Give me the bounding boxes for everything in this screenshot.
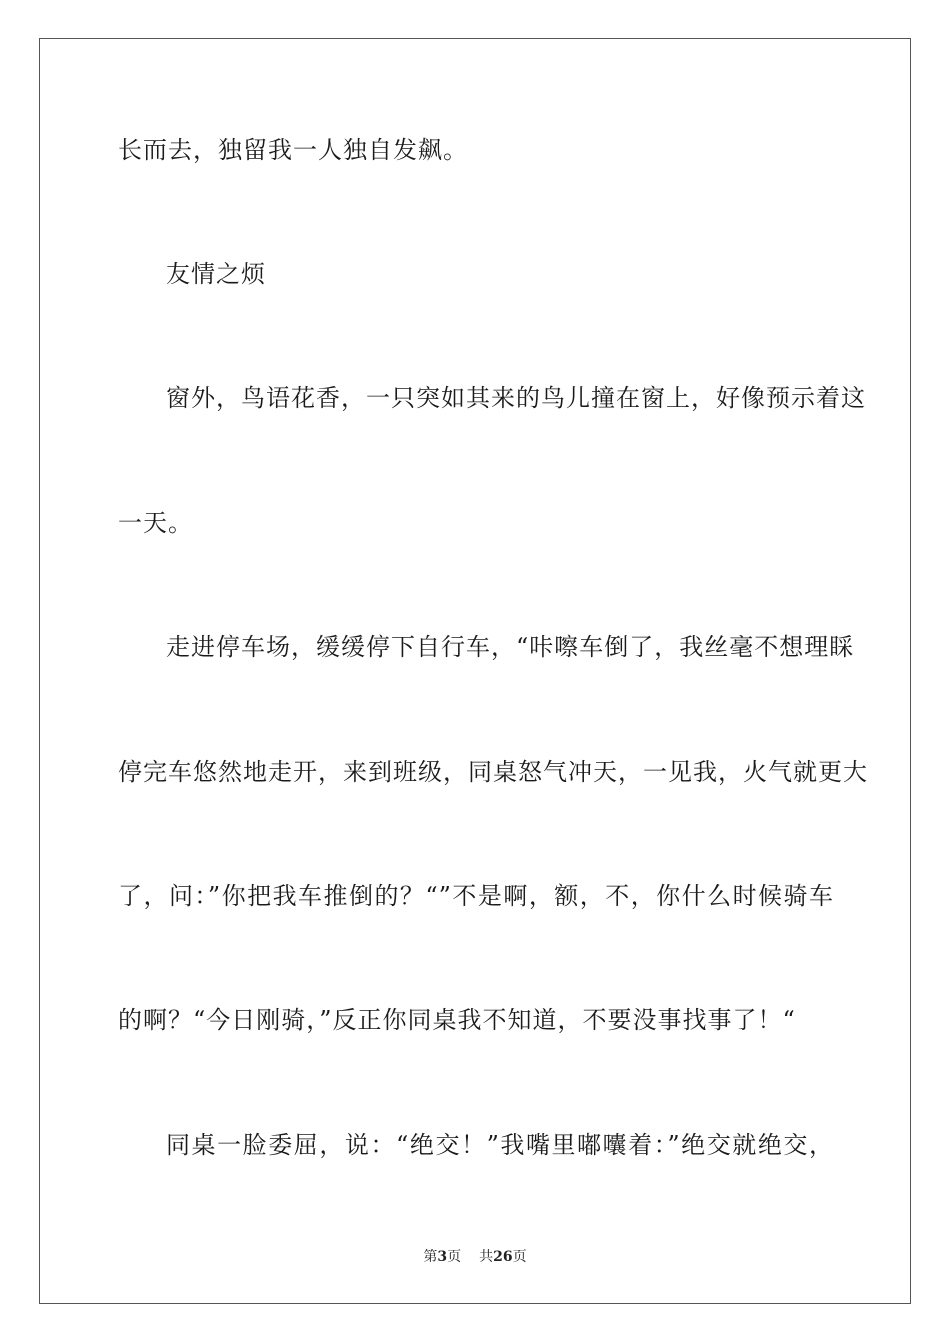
page-border: [39, 38, 911, 1304]
text-line-7: 了，问：”你把我车推倒的？“”不是啊，额，不，你什么时候骑车: [118, 882, 834, 910]
text-line-8: 的啊？“今日刚骑，”反正你同桌我不知道，不要没事找事了！“: [118, 1006, 796, 1034]
total-prefix: 共: [479, 1249, 494, 1265]
text-line-4: 一天。: [118, 509, 193, 537]
text-line-9: 同桌一脸委屈，说：“绝交！”我嘴里嘟囔着：”绝交就绝交，: [166, 1131, 834, 1159]
total-pages: 26: [493, 1249, 513, 1265]
total-suffix: 页: [512, 1249, 527, 1265]
page-number: 3: [437, 1249, 448, 1265]
page-footer: [0, 1247, 950, 1267]
page-suffix: 页: [447, 1249, 462, 1265]
text-line-6: 停完车悠然地走开，来到班级，同桌怒气冲天，一见我，火气就更大: [118, 758, 868, 786]
text-line-1: 长而去，独留我一人独自发飙。: [118, 136, 468, 164]
section-heading: 友情之烦: [166, 260, 266, 288]
page-prefix: 第: [423, 1249, 438, 1265]
text-line-3: 窗外，鸟语花香，一只突如其来的鸟儿撞在窗上，好像预示着这: [166, 384, 866, 412]
text-line-5: 走进停车场，缓缓停下自行车，“咔嚓车倒了，我丝毫不想理睬: [166, 633, 855, 661]
